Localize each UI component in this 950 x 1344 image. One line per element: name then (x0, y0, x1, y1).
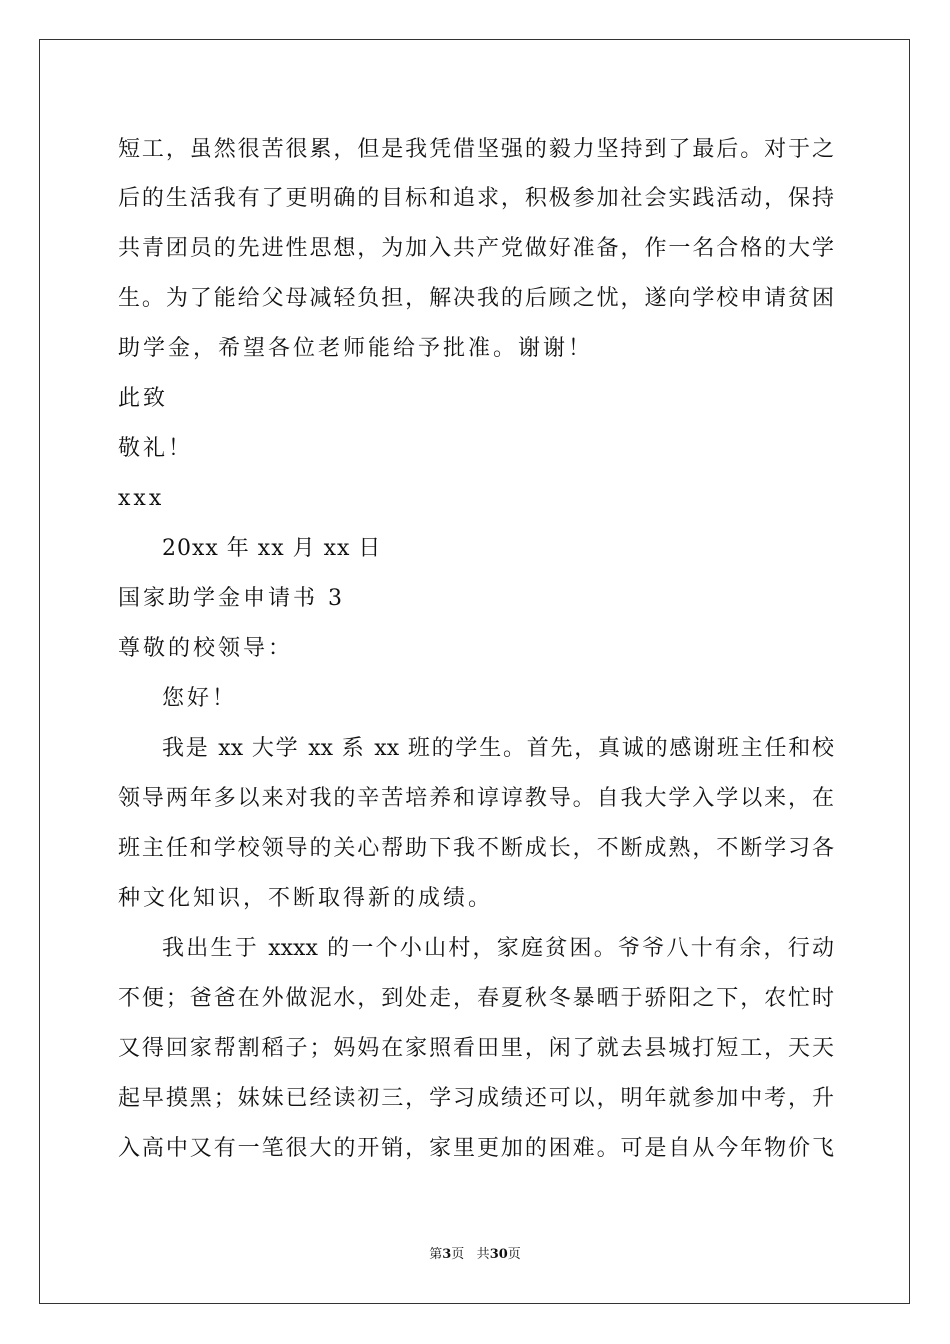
letter-greeting: 尊敬的校领导： (118, 636, 294, 661)
body-text-line: 不便；爸爸在外做泥水，到处走，春夏秋冬暴晒于骄阳之下，农忙时 (118, 986, 834, 1011)
page-footer (0, 1246, 950, 1264)
footer-prefix: 第 (429, 1247, 443, 1262)
body-text-line: 领导两年多以来对我的辛苦培养和谆谆教导。自我大学入学以来，在 (118, 786, 834, 811)
body-text-line: 生。为了能给父母减轻负担，解决我的后顾之忧，遂向学校申请贫困 (118, 286, 834, 311)
page-border (39, 39, 910, 1304)
signature-name: xxx (118, 486, 165, 511)
body-text-line: 共青团员的先进性思想，为加入共产党做好准备，作一名合格的大学 (118, 236, 834, 261)
body-text-line: 起早摸黑；妹妹已经读初三，学习成绩还可以，明年就参加中考，升 (118, 1086, 834, 1111)
footer-total-pages: 30 (489, 1247, 508, 1262)
signature-date: 20xx 年 xx 月 xx 日 (162, 536, 382, 561)
body-text-line: 短工，虽然很苦很累，但是我凭借坚强的毅力坚持到了最后。对于之 (118, 137, 834, 162)
footer-page-suffix: 页 (451, 1247, 465, 1262)
section-title: 国家助学金申请书 3 (118, 586, 345, 611)
closing-regards: 敬礼！ (118, 436, 194, 461)
closing-salutation: 此致 (118, 386, 169, 411)
footer-total-prefix: 共 (476, 1247, 490, 1262)
letter-hello: 您好！ (162, 686, 238, 711)
body-text-line: 我是 xx 大学 xx 系 xx 班的学生。首先，真诚的感谢班主任和校 (162, 736, 834, 761)
footer-total-suffix: 页 (507, 1247, 521, 1262)
body-text-line: 助学金，希望各位老师能给予批准。谢谢！ (118, 336, 594, 361)
body-text-line: 后的生活我有了更明确的目标和追求，积极参加社会实践活动，保持 (118, 186, 834, 211)
body-text-line: 入高中又有一笔很大的开销，家里更加的困难。可是自从今年物价飞 (118, 1136, 834, 1161)
body-text-line: 班主任和学校领导的关心帮助下我不断成长，不断成熟，不断学习各 (118, 836, 834, 861)
body-text-line: 我出生于 xxxx 的一个小山村，家庭贫困。爷爷八十有余，行动 (162, 936, 834, 961)
footer-page-number: 3 (442, 1247, 452, 1262)
body-text-line: 又得回家帮割稻子；妈妈在家照看田里，闲了就去县城打短工，天天 (118, 1036, 834, 1061)
body-text-line: 种文化知识，不断取得新的成绩。 (118, 886, 494, 911)
